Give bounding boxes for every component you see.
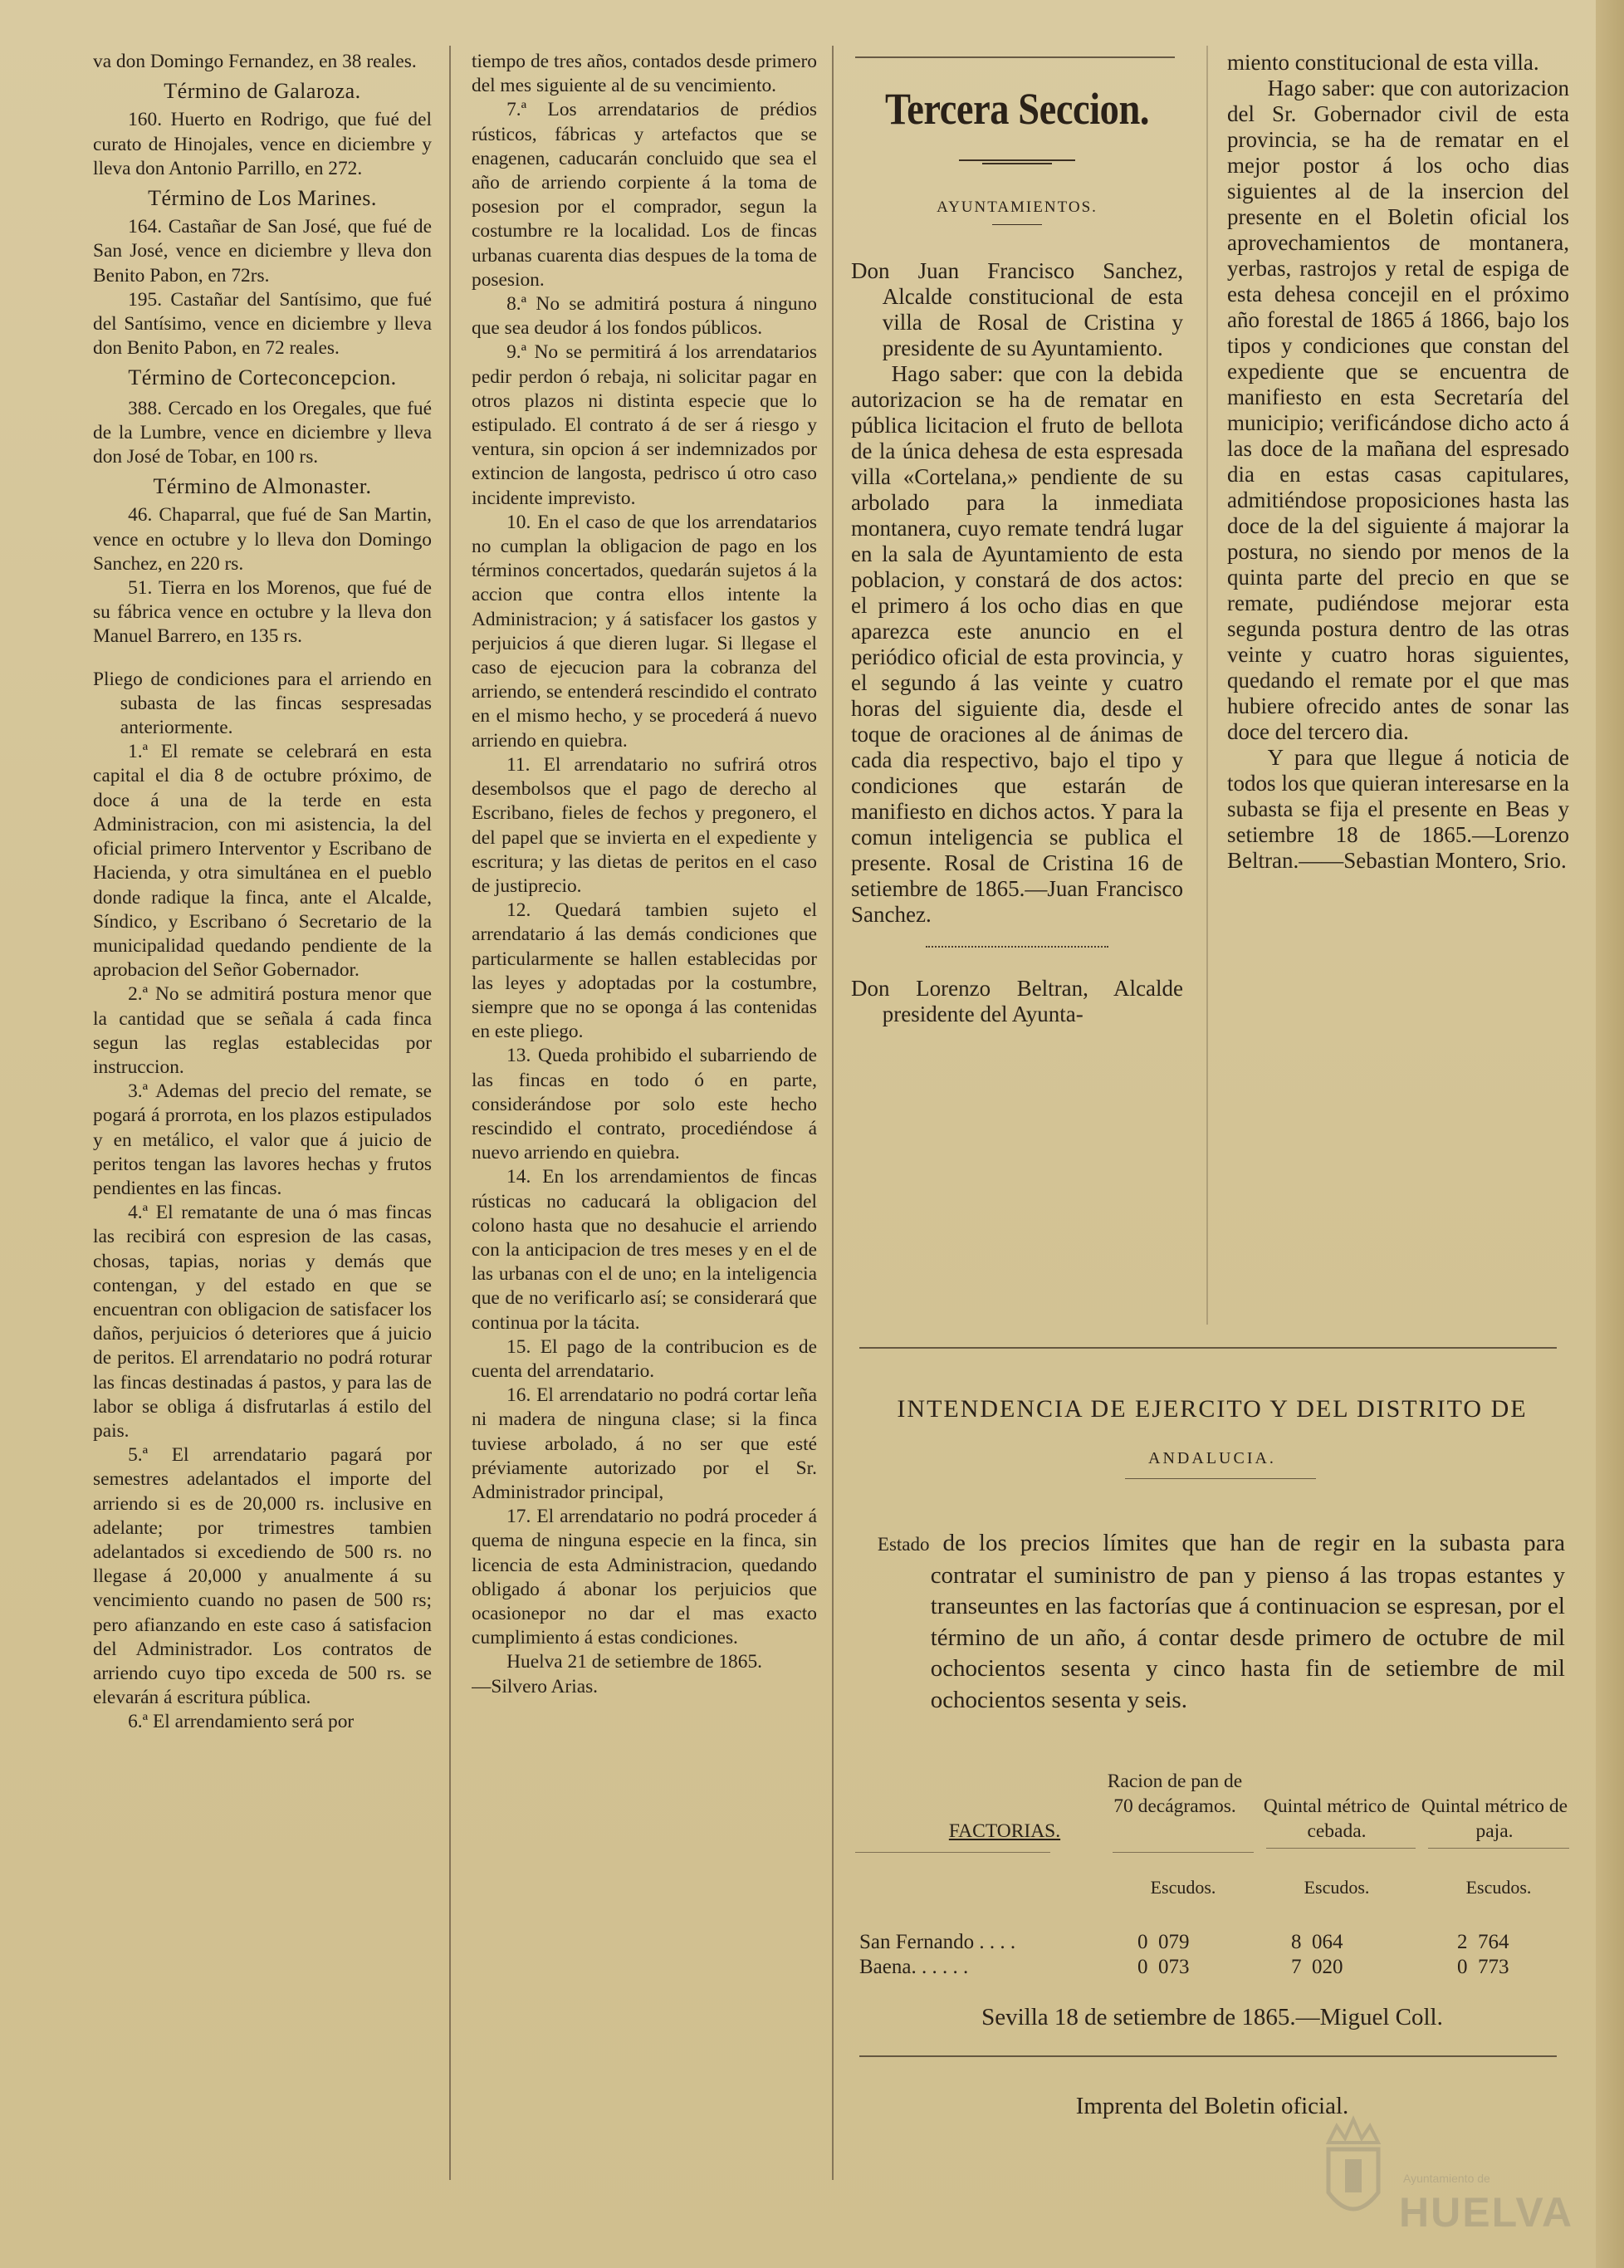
table-rule: [1428, 1848, 1569, 1849]
term-heading: Término de Corteconcepcion.: [128, 365, 397, 390]
table-cell-factoria: San Fernando . . . .: [859, 1931, 1016, 1953]
watermark-text: HUELVA: [1399, 2189, 1574, 2236]
divider: [992, 224, 1042, 225]
table-rule: [1266, 1848, 1416, 1849]
section-title: Tercera Seccion.: [884, 84, 1150, 134]
property-item: 388. Cercado en los Oregales, que fué de la Lumbre, vence en diciembre y lleva don José de Tobar, en 100 rs.: [93, 397, 432, 468]
column-1: [93, 50, 432, 1735]
intendencia-subtitle: ANDALUCIA.: [1148, 1449, 1276, 1467]
table-cell-pan: 0 079: [1137, 1931, 1190, 1953]
header-paja: Quintal métrico de paja.: [1421, 1795, 1568, 1842]
header-cebada: Quintal métrico de cebada.: [1263, 1795, 1411, 1842]
notice-body: Hago saber: que con autorizacion del Sr. Gobernador civil de esta provincia, se ha de rematar en el mejor postor á los ocho dias siguientes al de la insercion del presente en el Boletin oficial los aprovechamientos de montanera, yerbas, rastrojos y retal de espiga de esta dehesa concejil en el próximo año forestal de 1865 á 1866, bajo los tipos y condiciones que constan del expediente que se encuentra de manifiesto en esta Secretaría del municipio; verificándose dicho acto á las doce de la mañana del espresado dia en estas casas capitulares, admitiéndose proposiciones hasta las doce de la del siguiente á majorar la postura, no siendo por menos de la quinta parte del precio en que se remate, pudiéndose mejorar esta segunda postura dentro de las otras veinte y cuatro horas siguientes, quedando el remate por el que mas hubiere ofrecido antes de sonar las doce del tercero dia.: [1227, 76, 1569, 744]
table-cell-cebada: 8 064: [1291, 1931, 1343, 1953]
signature-name: —Silvero Arias.: [472, 1675, 599, 1697]
condition: 14. En los arrendamientos de fincas rústicas no caducará la obligacion del colono hasta que no desahucie el arriendo con la anticipacion de tres meses y en el de las urbanas con el de uno; en la inteligencia que de no verificarlo así; se considerará que continua por la tácita.: [472, 1166, 817, 1334]
pliego-title: Pliego de condiciones para el arriendo en subasta de las fincas sespresadas anteriormente.: [93, 668, 432, 739]
notice-heading: Don Juan Francisco Sanchez, Alcalde constitucional de esta villa de Rosal de Cristina y presidente de su Ayuntamiento.: [851, 258, 1183, 361]
unit-label: Escudos.: [1150, 1877, 1216, 1898]
unit-label: Escudos.: [1465, 1877, 1532, 1898]
title-ornament: [959, 158, 1075, 163]
divider: [926, 946, 1108, 948]
condition: 5.ª El arrendatario pagará por semestres adelantados el importe del arriendo si es de 20,000 rs. inclusive en adelante; por trimestres tambien adelantados si excediendo de 500 rs. no llegase á 20,000 y anualmente á su vencimiento cuando no pasen de 500 rs; pero afianzando en este caso á satisfacion del Administrador. Los contratos de arriendo cuyo tipo exceda de 500 rs. se elevarán á escritura pública.: [93, 1444, 432, 1709]
condition: 13. Queda prohibido el subarriendo de las fincas en todo ó en parte, considerándose por solo este hecho rescindido el contrato, procediéndose á nuevo arriendo en quiebra.: [472, 1045, 817, 1164]
table-cell-factoria: Baena. . . . . .: [859, 1956, 969, 1978]
table-rule: [855, 1852, 1050, 1853]
subhead: AYUNTAMIENTOS.: [937, 198, 1098, 216]
table-cell-cebada: 7 020: [1291, 1956, 1343, 1978]
header-pan: Racion de pan de 70 decágramos.: [1107, 1771, 1243, 1817]
section-top-rule: [855, 56, 1175, 58]
archive-watermark: [1316, 2109, 1574, 2242]
condition: 17. El arrendatario no podrá proceder á quema de ninguna especie en la finca, sin licencia de esta Administracion, quedando obligado á abonar los perjuicios que ocasionepor no dar el mas exacto cumplimiento á estas condiciones.: [472, 1506, 817, 1649]
property-item: 51. Tierra en los Morenos, que fué de su fábrica vence en octubre y la lleva don Manuel Barrero, en 135 rs.: [93, 577, 432, 648]
notice-heading: Don Lorenzo Beltran, Alcalde presidente del Ayunta-: [851, 976, 1183, 1027]
term-heading: Término de Almonaster.: [153, 474, 372, 499]
term-heading: Término de Galaroza.: [164, 79, 361, 104]
table-rule: [1113, 1852, 1254, 1853]
table-cell-pan: 0 073: [1137, 1956, 1190, 1978]
column-3: [851, 195, 1183, 1027]
imprenta-footer: Imprenta del Boletin oficial.: [1075, 2093, 1349, 2119]
notice-continued: miento constitucional de esta villa.: [1227, 50, 1539, 75]
unit-label: Escudos.: [1304, 1877, 1370, 1898]
notice-body: Hago saber: que con la debida autorizacion se ha de rematar en pública licitacion el fruto de bellota de la única dehesa de esta espresada villa «Cortelana,» pendiente de su arbolado para la inmediata montanera, cuyo remate tendrá lugar en la sala de Ayuntamiento de esta poblacion, y constará de dos actos: el primero á los ocho dias en que aparezca este anuncio en el periódico oficial de esta provincia, y el segundo á las veinte y cuatro horas del siguiente dia, desde el toque de oraciones al de ánimas de cada dia respectivo, bajo el tipo y condiciones que estarán de manifiesto en dichos actos. Y para la comun inteligencia se publica el presente. Rosal de Cristina 16 de setiembre de 1865.—Juan Francisco Sanchez.: [851, 361, 1183, 928]
condition: 9.ª No se permitirá á los arrendatarios pedir perdon ó rebaja, ni solicitar pagar en otros plazos ni distinta especie que lo estipulado. El contrato á de ser á riesgo y ventura, sin opcion á ser indemnizados por extincion de langosta, pedrisco ú otro caso incidente imprevisto.: [472, 341, 817, 509]
estado-text: de los precios límites que han de regir en la subasta para contratar el suministro de pan y pienso á las tropas estantes y transeuntes en las factorías que á continuacion se espresan, por el término de un año, á contar desde primero de octubre de mil ochocientos sesenta y cinco hasta fin de setiembre de mil ochocientos sesenta y seis.: [930, 1530, 1565, 1713]
condition: 6.ª El arrendamiento será por: [128, 1711, 355, 1733]
property-item: 160. Huerto en Rodrigo, que fué del curato de Hinojales, vence en diciembre y lleva don Antonio Parrillo, en 272.: [93, 109, 432, 179]
condition-continued: tiempo de tres años, contados desde primero del mes siguiente al de su vencimiento.: [472, 51, 817, 97]
condition: 3.ª Ademas del precio del remate, se pogará á prorrota, en los plazos estipulados y en metálico, el valor que á juicio de peritos tengan las lavores hechas y frutos pendientes en las fincas.: [93, 1080, 432, 1199]
divider: [1125, 1478, 1316, 1479]
intendencia-title: INTENDENCIA DE EJERCITO Y DEL DISTRITO DE: [897, 1395, 1528, 1423]
table-signature: Sevilla 18 de setiembre de 1865.—Miguel Coll.: [981, 2004, 1443, 2030]
section-rule: [859, 2055, 1557, 2057]
condition: 4.ª El rematante de una ó mas fincas las recibirá con espresion de las casas, chosas, tapias, norias y demás que contengan, y del estado en que se encuentran con obligacion de satisfacer los daños, perjuicios ó deteriores que á juicio de peritos. El arrendatario no podrá roturar las fincas destinadas á pastos, y para las de labor se obliga á disfrutarlas á estilo del pais.: [93, 1202, 432, 1442]
condition: 12. Quedará tambien sujeto el arrendatario á las demás condiciones que particularmente se hallen establecidas por las leyes y adoptadas por la costumbre, siempre que no se oponga á las contenidas en este pliego.: [472, 899, 817, 1043]
page-edge: [1596, 0, 1624, 2268]
table-cell-paja: 0 773: [1457, 1956, 1509, 1978]
column-4: [1227, 50, 1569, 874]
condition: 7.ª Los arrendatarios de prédios rústicos, fábricas y artefactos que se enagenen, caducarán concluido que sea el año de arriendo corpiente á la toma de posesion por el comprador, segun la costumbre re la localidad. Los de fincas urbanas cuarenta dias despues de la toma de posesion.: [472, 99, 817, 291]
column-rule: [832, 46, 834, 2180]
crown-shield-icon: [1316, 2109, 1391, 2234]
text-fragment: va don Domingo Fernandez, en 38 reales.: [93, 51, 417, 72]
header-factorias: FACTORIAS.: [948, 1820, 1061, 1842]
condition: 8.ª No se admitirá postura á ninguno que sea deudor á los fondos públicos.: [472, 293, 817, 340]
condition: 10. En el caso de que los arrendatarios no cumplan la obligacion de pago en los términos concertados, quedarán sujetos á la accion que contra ellos intente la Administracion; y á satisfacer los gastos y perjuicios á que dieren lugar. Si llegase el caso de ejecucion para la cobranza del arriendo, se entenderá rescindido el contrato en el mismo hecho, y se procederá á nuevo arriendo en quiebra.: [472, 511, 817, 752]
column-rule: [1206, 46, 1208, 1325]
condition: 16. El arrendatario no podrá cortar leña ni madera de ninguna clase; si la finca tuviese arbolado, á no ser que esté préviamente autorizado por el Sr. Administrador principal,: [472, 1384, 817, 1503]
estado-paragraph: [851, 1528, 1565, 1716]
condition: 2.ª No se admitirá postura menor que la cantidad que se señala á cada finca segun las reglas establecidas por instruccion.: [93, 983, 432, 1078]
condition: 15. El pago de la contribucion es de cuenta del arrendatario.: [472, 1335, 817, 1382]
condition: 11. El arrendatario no sufrirá otros desembolsos que el pago de derecho al Escribano, fieles de fechos y pregonero, el del papel que se invierta en el expediente y escritura; y las dietas de peritos en el caso de justiprecio.: [472, 753, 817, 897]
column-2: [472, 50, 817, 1699]
notice-closing: Y para que llegue á noticia de todos los que quieran interesarse en la subasta se fija el presente en Beas y setiembre 18 de 1865.—Lorenzo Beltran.——Sebastian Montero, Srio.: [1227, 745, 1569, 873]
property-item: 46. Chaparral, que fué de San Martin, vence en octubre y lo lleva don Domingo Sanchez, en 220 rs.: [93, 504, 432, 575]
property-item: 164. Castañar de San José, que fué de San José, vence en diciembre y lleva don Benito Pabon, en 72rs.: [93, 216, 432, 287]
term-heading: Término de Los Marines.: [148, 186, 377, 211]
section-rule: [859, 1347, 1557, 1349]
condition: 1.ª El remate se celebrará en esta capital el dia 8 de octubre próximo, de doce á una de la terde en esta Administracion, con mi asistencia, la del oficial primero Interventor y Escribano de Hacienda, y otra simultánea en el pueblo donde radique la finca, ante el Alcalde, Síndico, y Escribano ó Secretario de la municipalidad quedando pendiente de la aprobacion del Señor Gobernador.: [93, 741, 432, 982]
signature-place-date: Huelva 21 de setiembre de 1865.: [506, 1651, 762, 1673]
watermark-small-text: Ayuntamiento de: [1403, 2172, 1490, 2185]
property-item: 195. Castañar del Santísimo, que fué del Santísimo, vence en diciembre y lleva don Benito Pabon, en 72 reales.: [93, 288, 432, 360]
column-rule: [449, 46, 451, 2180]
estado-lead: Estado: [877, 1534, 930, 1555]
table-cell-paja: 2 764: [1457, 1931, 1509, 1953]
